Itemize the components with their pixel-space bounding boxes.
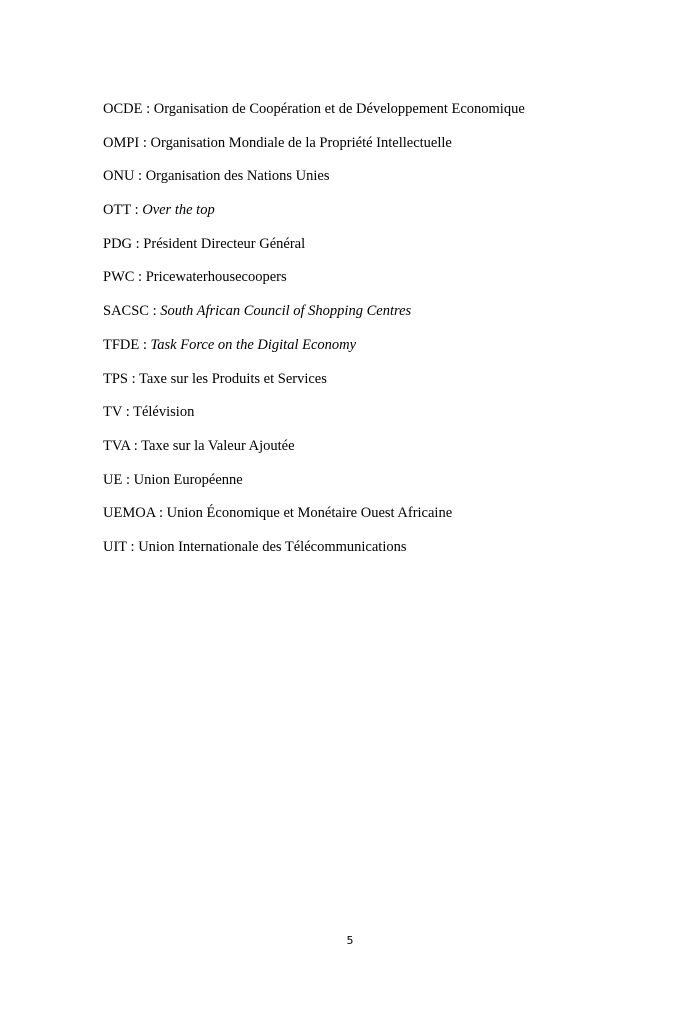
abbreviation-definition: Organisation de Coopération et de Développement Economique xyxy=(153,101,525,117)
abbreviation-acronym: OTT xyxy=(103,202,131,219)
abbreviation-acronym: ONU xyxy=(103,168,135,185)
abbreviation-definition: Union Économique et Monétaire Ouest Africaine xyxy=(166,505,453,522)
abbreviation-item xyxy=(103,267,525,287)
abbreviation-separator: : xyxy=(142,101,154,117)
abbreviation-definition: Télévision xyxy=(133,404,195,421)
abbreviation-definition: Organisation Mondiale de la Propriété Intellectuelle xyxy=(150,134,452,151)
abbreviation-item xyxy=(103,335,525,355)
abbreviation-item xyxy=(103,436,525,456)
abbreviation-definition: Président Directeur Général xyxy=(143,235,306,252)
abbreviation-separator: : xyxy=(155,505,167,522)
abbreviation-definition: South African Council of Shopping Centres xyxy=(160,303,412,320)
abbreviation-acronym: SACSC xyxy=(103,303,149,320)
abbreviation-separator: : xyxy=(128,370,140,387)
abbreviation-separator: : xyxy=(122,404,134,421)
abbreviation-definition: Organisation des Nations Unies xyxy=(145,168,330,185)
abbreviation-separator: : xyxy=(148,303,161,320)
abbreviation-item xyxy=(103,470,525,490)
abbreviation-item xyxy=(103,166,525,186)
abbreviation-item xyxy=(103,99,525,119)
abbreviation-acronym: OMPI xyxy=(103,134,140,151)
abbreviation-separator: : xyxy=(132,235,144,252)
abbreviation-definition: Taxe sur les Produits et Services xyxy=(139,370,327,387)
abbreviation-definition: Task Force on the Digital Economy xyxy=(150,336,357,353)
abbreviation-item xyxy=(103,369,525,389)
abbreviation-separator: : xyxy=(130,437,142,454)
abbreviation-acronym: TFDE xyxy=(103,336,140,353)
abbreviation-acronym: TPS xyxy=(103,370,128,387)
abbreviation-acronym: TVA xyxy=(103,437,131,454)
abbreviation-list xyxy=(103,99,525,571)
abbreviation-acronym: PDG xyxy=(103,235,133,252)
abbreviation-acronym: UEMOA xyxy=(103,505,156,522)
abbreviation-item xyxy=(103,503,525,523)
abbreviation-acronym: UIT xyxy=(103,538,127,555)
abbreviation-acronym: OCDE xyxy=(103,101,143,117)
abbreviation-definition: Union Européenne xyxy=(133,471,243,488)
abbreviation-item xyxy=(103,402,525,422)
abbreviation-acronym: TV xyxy=(103,404,123,421)
abbreviation-acronym: PWC xyxy=(103,269,135,286)
abbreviation-item xyxy=(103,133,525,153)
abbreviation-separator: : xyxy=(130,202,143,219)
abbreviation-definition: Pricewaterhousecoopers xyxy=(145,269,287,286)
page-number: 5 xyxy=(346,934,354,947)
abbreviation-separator: : xyxy=(134,269,146,286)
abbreviation-definition: Union Internationale des Télécommunications xyxy=(138,538,407,555)
abbreviation-separator: : xyxy=(134,168,146,185)
abbreviation-separator: : xyxy=(122,471,134,488)
abbreviation-item xyxy=(103,200,525,220)
abbreviation-acronym: UE xyxy=(103,471,123,488)
abbreviation-definition: Over the top xyxy=(142,202,215,219)
abbreviation-item xyxy=(103,537,525,557)
abbreviation-item xyxy=(103,301,525,321)
abbreviation-separator: : xyxy=(139,134,151,151)
abbreviation-item xyxy=(103,234,525,254)
abbreviation-separator: : xyxy=(139,336,151,353)
abbreviation-definition: Taxe sur la Valeur Ajoutée xyxy=(141,437,295,454)
abbreviation-separator: : xyxy=(126,538,139,555)
